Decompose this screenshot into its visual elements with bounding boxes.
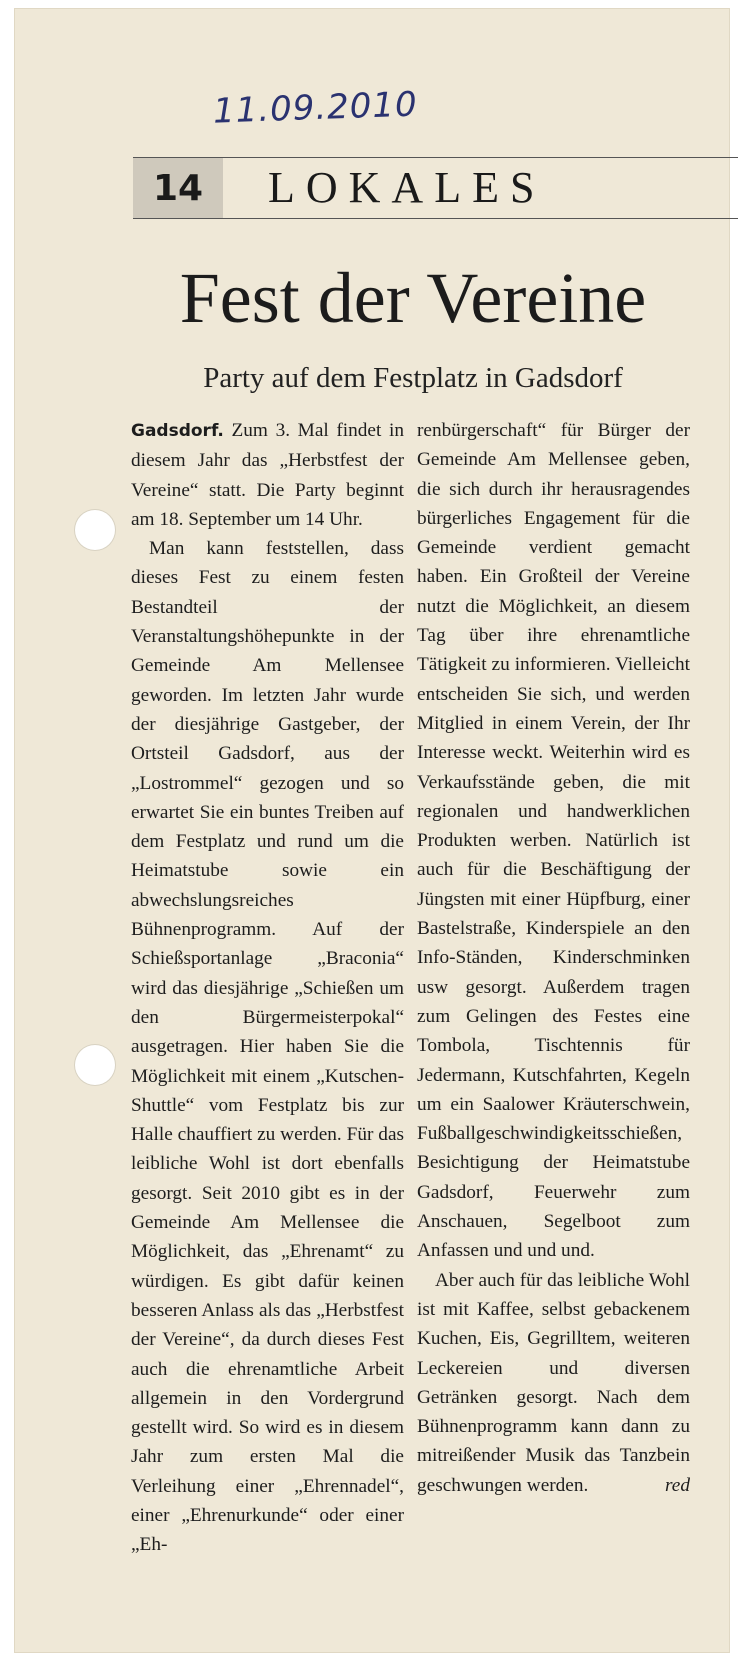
punch-hole — [75, 510, 115, 550]
header-rule — [133, 218, 738, 219]
section-title: LOKALES — [268, 163, 546, 212]
punch-hole — [75, 1045, 115, 1085]
article-paragraph: renbürgerschaft“ für Bürger der Gemeinde Am Mellensee geben, die sich durch ihr herausragendes bürgerliches Engagement für die Gemeinde verdient gemacht haben. Ein Großteil der Vereine nutzt die Möglichkeit, an diesem Tag über ihre ehrenamtliche Tätigkeit zu informieren. Vielleicht entscheiden Sie sich, und werden Mitglied in einem Verein, der Ihr Interesse weckt. Weiterhin wird es Verkaufsstände geben, die mit regionalen und handwerklichen Produkten werben. Natürlich ist auch für die Beschäftigung der Jüngsten mit einer Hüpfburg, einer Bastelstraße, Kinderspiele an den Info-Ständen, Kinderschminken usw gesorgt. Außerdem tragen zum Gelingen des Festes eine Tombola, Tischtennis für Jedermann, Kutschfahrten, Kegeln um ein Saalower Kräuterschwein, Fußballgeschwindigkeitsschießen, Besichtigung der Heimatstube Gadsdorf, Feuerwehr zum Anschauen, Segelboot zum Anfassen und und und. — [417, 420, 690, 1262]
header-rule — [133, 157, 738, 158]
article-paragraph — [417, 1266, 690, 1500]
article-subheadline: Party auf dem Festplatz in Gadsdorf — [203, 362, 623, 394]
article-dateline: Gadsdorf. — [131, 421, 224, 441]
article-column-left — [131, 416, 404, 1616]
paragraph-text: Aber auch für das leibliche Wohl ist mit Kaffee, selbst gebackenem Kuchen, Eis, Gegrilltem, weiteren Leckereien und diversen Getränken gesorgt. Nach dem Bühnenprogramm kann dann zu mitreißender Musik das Tanzbein geschwungen werden. — [417, 1269, 690, 1496]
article-headline: Fest der Vereine — [179, 258, 647, 338]
author-credit: red — [665, 1474, 690, 1496]
page-number: 14 — [133, 158, 223, 218]
article-paragraph: Man kann feststellen, dass dieses Fest zu einem festen Bestandteil der Veranstaltungshöhepunkte in der Gemeinde Am Mellensee geworden. Im letzten Jahr wurde der diesjährige Gastgeber, der Ortsteil Gadsdorf, aus der „Lostrommel“ gezogen und so erwartet Sie ein buntes Treiben auf dem Festplatz und rund um die Heimatstube sowie ein abwechslungsreiches Bühnenprogramm. Auf der Schießsportanlage „Braconia“ wird das diesjährige „Schießen um den Bürgermeisterpokal“ ausgetragen. Hier haben Sie die Möglichkeit mit einem „Kutschen-Shuttle“ vom Festplatz bis zur Halle chauffiert zu werden. Für das leibliche Wohl ist dort ebenfalls gesorgt. Seit 2010 gibt es in der Gemeinde Am Mellensee die Möglichkeit, das „Ehrenamt“ zu würdigen. Es gibt dafür keinen besseren Anlass als das „Herbstfest der Vereine“, da durch dieses Fest auch die ehrenamtliche Arbeit allgemein in den Vordergrund gestellt wird. So wird es in diesem Jahr zum ersten Mal die Verleihung einer „Ehrennadel“, einer „Ehrenurkunde“ oder einer „Eh- — [131, 538, 404, 1556]
article-column-right — [417, 416, 690, 1616]
handwritten-date: 11.09.2010 — [212, 84, 419, 132]
article-paragraph — [131, 416, 404, 534]
paragraph-text: Zum 3. Mal findet in diesem Jahr das „Herbstfest der Vereine“ statt. Die Party beginnt am 18. September um 14 Uhr. — [131, 420, 404, 530]
